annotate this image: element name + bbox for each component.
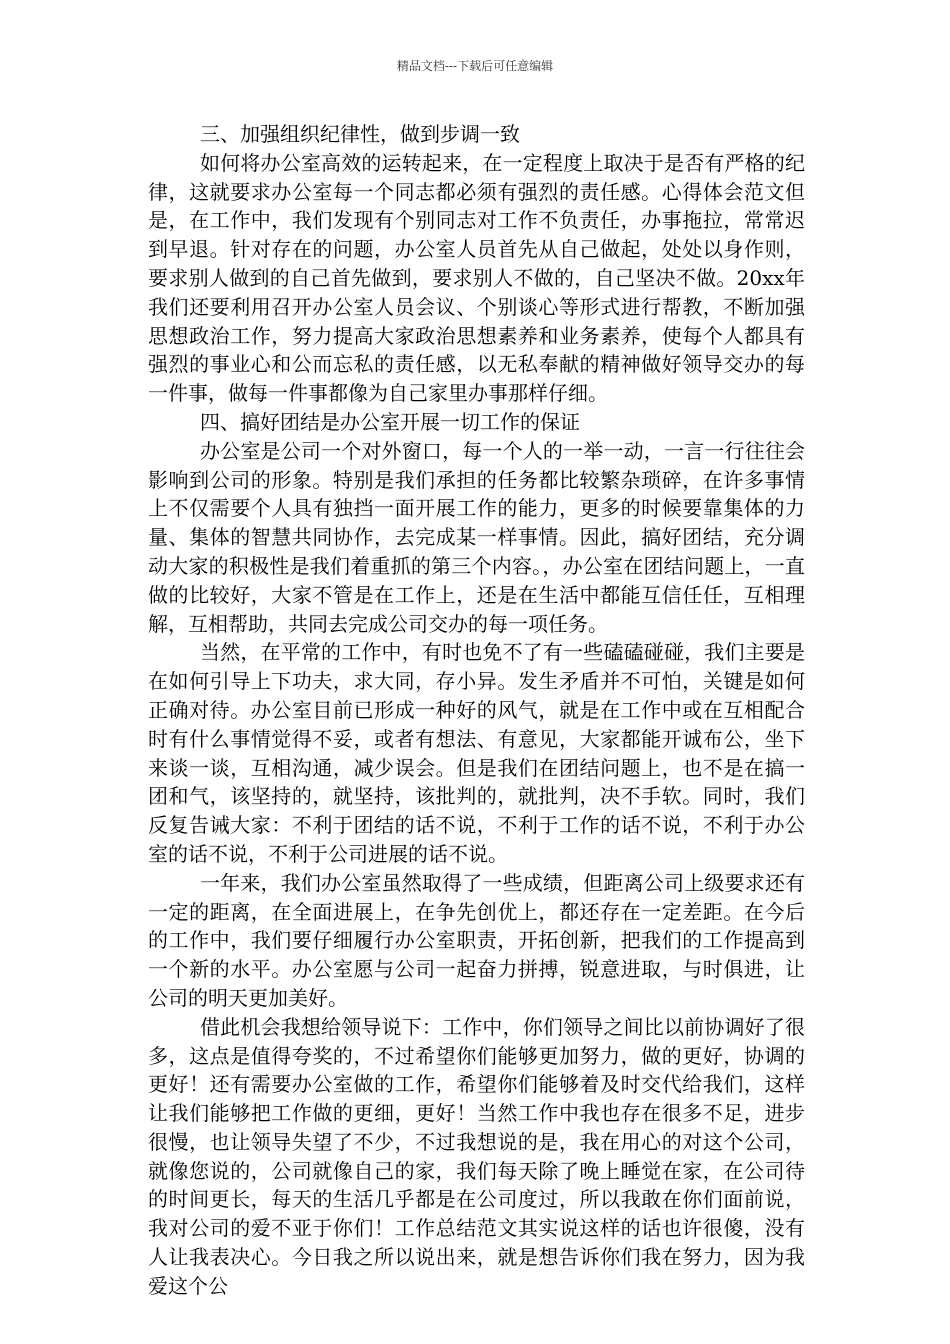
page-header: 精品文档---下载后可任意编辑 (396, 59, 554, 73)
body-paragraph: 如何将办公室高效的运转起来，在一定程度上取决于是否有严格的纪律，这就要求办公室每一个同志都必须有强烈的责任感。心得体会范文但是，在工作中，我们发现有个别同志对工作不负责任，办事拖拉，常常迟到早退。针对存在的问题，办公室人员首先从自己做起，处处以身作则，要求别人做到的自己首先做到，要求别人不做的，自己坚决不做。20xx年我们还要利用召开办公室人员会议、个别谈心等形式进行帮教，不断加强思想政治工作，努力提高大家政治思想素养和业务素养，使每个人都具有强烈的事业心和公而忘私的责任感，以无私奉献的精神做好领导交办的每一件事，做每一件事都像为自己家里办事那样仔细。 (148, 150, 805, 406)
section-heading-4: 四、搞好团结是办公室开展一切工作的保证 (200, 409, 580, 434)
document-body (148, 120, 805, 1301)
body-paragraph: 办公室是公司一个对外窗口，每一个人的一举一动，一言一行往往会影响到公司的形象。特别是我们承担的任务都比较繁杂琐碎，在许多事情上不仅需要个人具有独挡一面开展工作的能力，更多的时候要靠集体的力量、集体的智慧共同协作，去完成某一样事情。因此，搞好团结，充分调动大家的积极性是我们着重抓的第三个内容。，办公室在团结问题上，一直做的比较好，大家不管是在工作上，还是在生活中都能互信任任，互相理解，互相帮助，共同去完成公司交办的每一项任务。 (148, 438, 805, 636)
body-paragraph: 借此机会我想给领导说下：工作中，你们领导之间比以前协调好了很多，这点是值得夸奖的，不过希望你们能够更加努力，做的更好，协调的更好！还有需要办公室做的工作，希望你们能够着及时交代给我们，这样让我们能够把工作做的更细，更好！当然工作中我也存在很多不足，进步很慢，也让领导失望了不少，不过我想说的是，我在用心的对这个公司，就像您说的，公司就像自己的家，我们每天除了晚上睡觉在家，在公司待的时间更长，每天的生活几乎都是在公司度过，所以我敢在你们面前说，我对公司的爱不亚于你们！工作总结范文其实说这样的话也许很傻，没有人让我表决心。今日我之所以说出来，就是想告诉你们我在努力，因为我爱这个公 (148, 1014, 805, 1298)
body-paragraph: 当然，在平常的工作中，有时也免不了有一些磕磕碰碰，我们主要是在如何引导上下功夫，求大同，存小异。发生矛盾并不可怕，关键是如何正确对待。办公室目前已形成一种好的风气，就是在工作中或在互相配合时有什么事情觉得不妥，或者有想法、有意见，大家都能开诚布公，坐下来谈一谈，互相沟通，减少误会。但是我们在团结问题上，也不是在搞一团和气，该坚持的，就坚持，该批判的，就批判，决不手软。同时，我们反复告诫大家：不利于团结的话不说，不利于工作的话不说，不利于办公室的话不说，不利于公司进展的话不说。 (148, 640, 805, 866)
section-heading-3: 三、加强组织纪律性，做到步调一致 (200, 122, 520, 146)
body-paragraph: 一年来，我们办公室虽然取得了一些成绩，但距离公司上级要求还有一定的距离，在全面进展上，在争先创优上，都还存在一定差距。在今后的工作中，我们要仔细履行办公室职责，开拓创新，把我们的工作提高到一个新的水平。办公室愿与公司一起奋力拼搏，锐意进取，与时俱进，让公司的明天更加美好。 (148, 870, 805, 1010)
